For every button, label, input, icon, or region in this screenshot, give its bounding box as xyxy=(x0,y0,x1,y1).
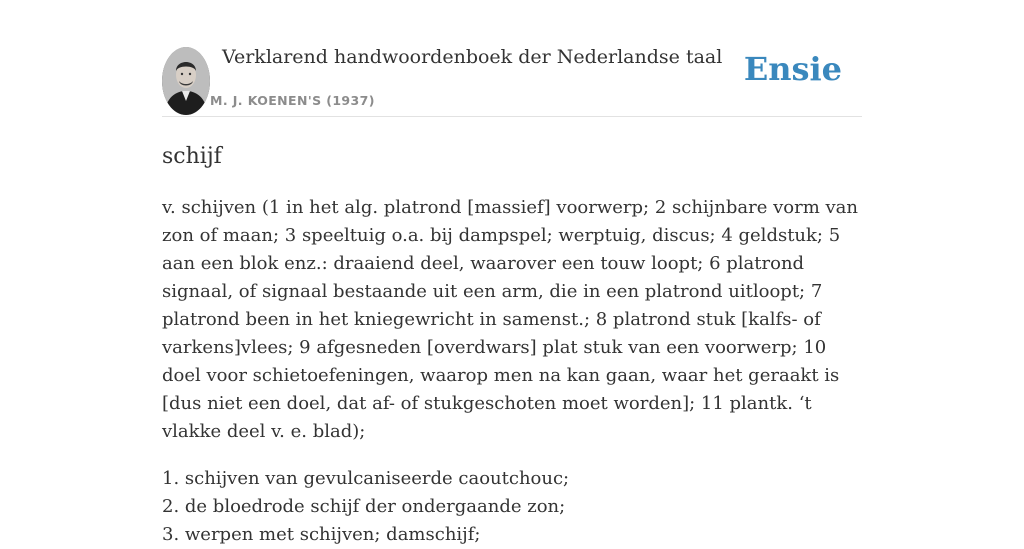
book-title: Verklarend handwoordenboek der Nederlandse taal xyxy=(222,46,723,68)
entry-headword: schijf xyxy=(162,144,222,169)
page xyxy=(162,0,862,549)
list-item: 1. schijven van gevulcaniseerde caoutchouc; xyxy=(162,468,570,489)
brand-logo-link[interactable]: Ensie xyxy=(743,50,842,88)
example-list xyxy=(162,465,862,549)
author-portrait xyxy=(162,47,210,115)
list-item: 3. werpen met schijven; damschijf; xyxy=(162,524,481,545)
list-item: 2. de bloedrode schijf der ondergaande zon; xyxy=(162,496,566,517)
author-label: M. J. KOENEN'S (1937) xyxy=(210,93,375,108)
header xyxy=(162,0,862,117)
portrait-icon xyxy=(162,47,210,115)
entry-definition: v. schijven (1 in het alg. platrond [massief] voorwerp; 2 schijnbare vorm van zon of maan; 3 speeltuig o.a. bij dampspel; werptuig, discus; 4 geldstuk; 5 aan een blok enz.: draaiend deel, waarover een touw loopt; 6 platrond signaal, of signaal bestaande uit een arm, die in een platrond uitloopt; 7 platrond been in het kniegewricht in samenst.; 8 platrond stuk [kalfs- of varkens]vlees; 9 afgesneden [overdwars] plat stuk van een voorwerp; 10 doel voor schietoefeningen, waarop men na kan gaan, waar het geraakt is [dus niet een doel, dat af- of stukgeschoten moet worden]; 11 plantk. ‘t vlakke deel v. e. blad); xyxy=(162,197,858,442)
